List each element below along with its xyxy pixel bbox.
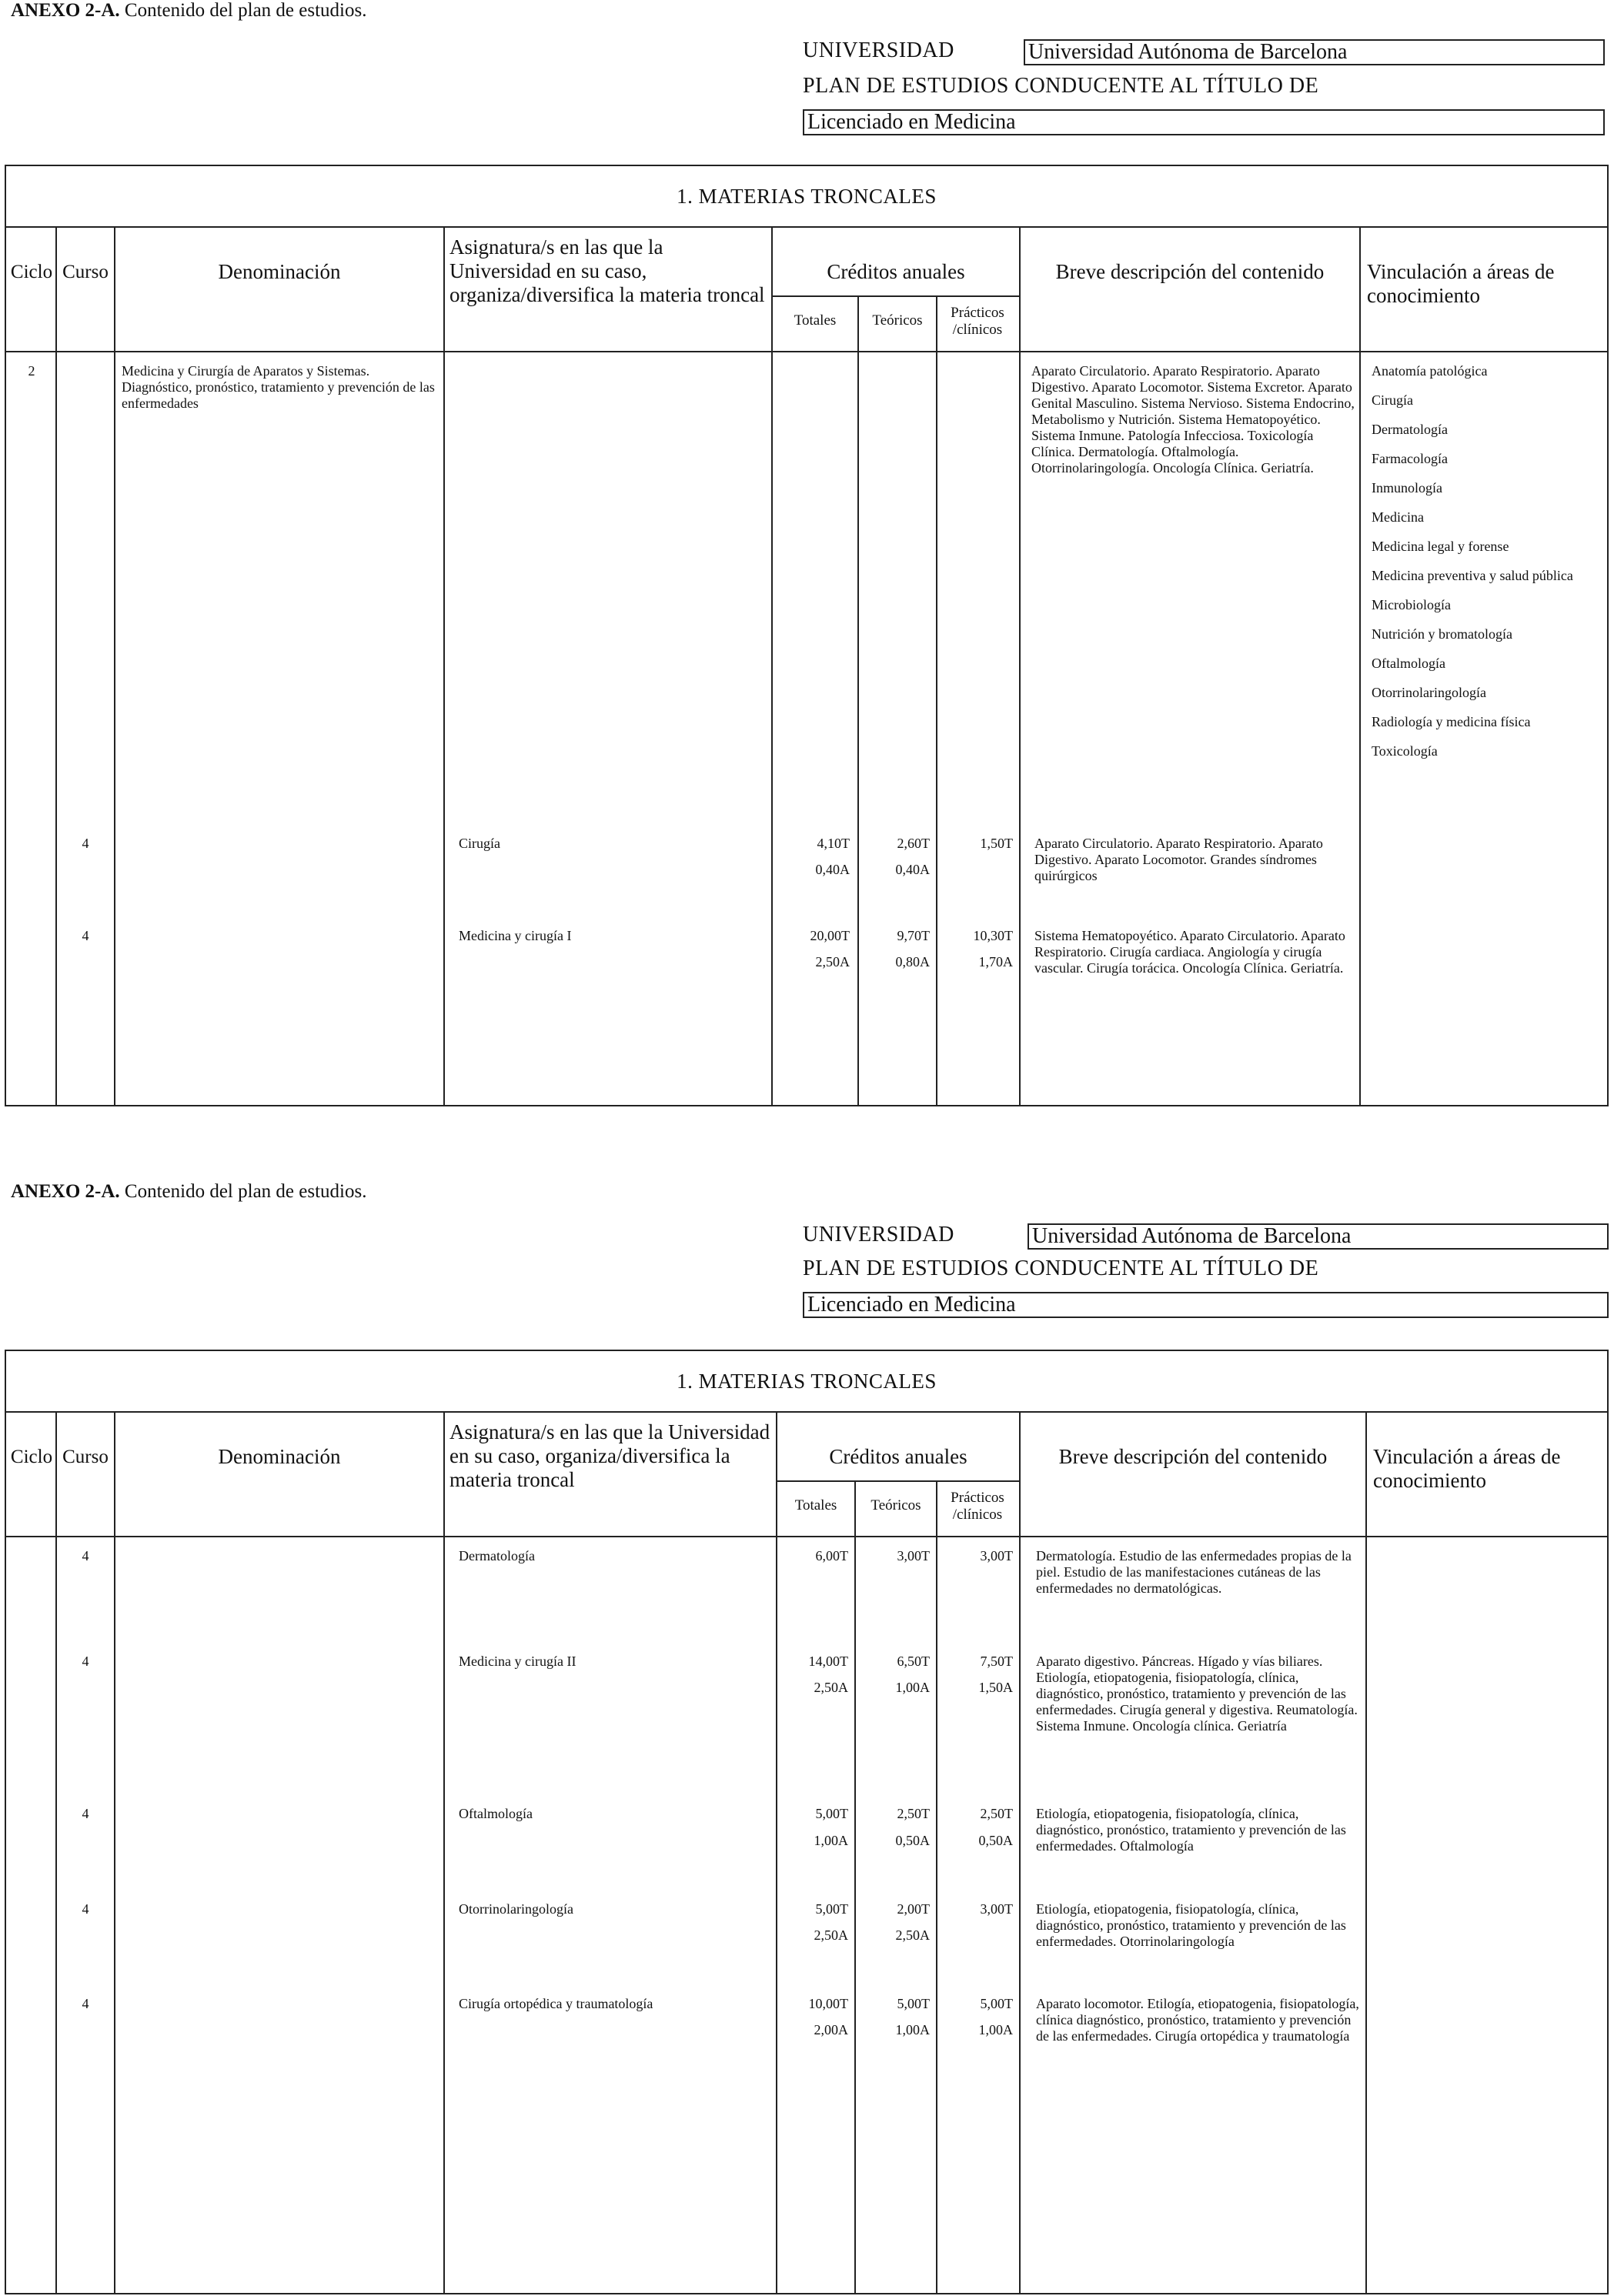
area-item: Nutrición y bromatología <box>1372 626 1512 642</box>
col-descripcion-header: Breve descripción del contenido <box>1058 1445 1328 1468</box>
row-totales-a: 1,00A <box>814 1833 848 1848</box>
row-descripcion: Aparato Circulatorio. Aparato Respiratorio. Aparato Digestivo. Aparato Locomotor. Grandes síndromes quirúrgicos <box>1034 836 1323 883</box>
main-ciclo: 2 <box>28 363 35 379</box>
column-divider <box>443 1411 445 2293</box>
row-descripcion: Dermatología. Estudio de las enfermedades propias de la piel. Estudio de las manifestaciones cutáneas de las enfermedades no dermatológicas. <box>1036 1548 1352 1596</box>
column-divider <box>1019 226 1021 1105</box>
area-item: Oftalmología <box>1372 656 1445 671</box>
col-ciclo-header: Ciclo <box>10 262 53 282</box>
main-descripcion: Aparato Circulatorio. Aparato Respiratorio. Aparato Digestivo. Aparato Locomotor. Sistema Excretor. Aparato Genital Masculino. Sistema Nervioso. Sistema Endocrino, Metabolismo y Nutrición. Sistema Hematopoyético. Sistema Inmune. Patología Infecciosa. Toxicología Clínica. Dermatología. Oftalmología. Otorrinolaringología. Oncología Clínica. Geriatría. <box>1031 363 1355 476</box>
row-totales-a: 0,40A <box>815 862 850 877</box>
row-asignatura: Dermatología <box>459 1548 535 1563</box>
area-item: Inmunología <box>1372 480 1442 496</box>
row-asignatura: Otorrinolaringología <box>459 1901 573 1917</box>
plan-label: PLAN DE ESTUDIOS CONDUCENTE AL TÍTULO DE <box>803 1256 1319 1280</box>
row-totales: 6,00T <box>815 1548 848 1563</box>
row-teoricos-a: 0,80A <box>895 954 930 969</box>
col-creditos-header: Créditos anuales <box>829 1445 967 1468</box>
annex-label: ANEXO 2-A. <box>11 0 120 21</box>
page-2 <box>0 1181 1614 2296</box>
col-practicos-header: Prácticos /clínicos <box>951 305 1004 338</box>
column-divider <box>55 1411 57 2293</box>
universidad-field: Universidad Autónoma de Barcelona <box>1028 1223 1609 1250</box>
row-teoricos: 3,00T <box>897 1548 930 1563</box>
col-creditos-header: Créditos anuales <box>827 260 965 283</box>
area-item: Cirugía <box>1372 392 1413 408</box>
header-bottom-line <box>6 1536 1607 1537</box>
page-1 <box>0 0 1614 1116</box>
column-divider <box>443 226 445 1105</box>
column-divider <box>1365 1411 1367 2293</box>
column-divider <box>854 1480 856 2293</box>
row-curso: 4 <box>82 1654 89 1669</box>
column-divider <box>776 1411 777 2293</box>
row-teoricos-a: 1,00A <box>895 2022 930 2037</box>
col-teoricos-header: Teóricos <box>872 312 923 329</box>
titulo-field: Licenciado en Medicina <box>803 109 1605 135</box>
row-totales: 4,10T <box>817 836 850 851</box>
col-teoricos-header: Teóricos <box>870 1497 921 1513</box>
row-totales-a: 2,50A <box>815 954 850 969</box>
row-totales-a: 2,50A <box>814 1680 848 1695</box>
col-denominacion-header: Denominación <box>218 260 341 283</box>
column-divider <box>55 226 57 1105</box>
annex-heading <box>11 1181 366 1203</box>
row-teoricos: 9,70T <box>897 928 930 943</box>
col-practicos-header: Prácticos /clínicos <box>951 1490 1004 1523</box>
annex-heading <box>11 0 366 22</box>
row-asignatura: Medicina y cirugía II <box>459 1654 576 1669</box>
row-teoricos-a: 2,50A <box>895 1927 930 1943</box>
area-item: Microbiología <box>1372 597 1451 612</box>
row-practicos-a: 1,50A <box>978 1680 1013 1695</box>
row-descripcion: Etiología, etiopatogenia, fisiopatología, clínica, diagnóstico, pronóstico, tratamiento y prevención de las enfermedades. Otorrinolaringología <box>1036 1901 1346 1949</box>
plan-label: PLAN DE ESTUDIOS CONDUCENTE AL TÍTULO DE <box>803 74 1319 98</box>
row-teoricos: 5,00T <box>897 1996 930 2011</box>
universidad-label: UNIVERSIDAD <box>803 1223 954 1246</box>
column-divider <box>857 295 859 1105</box>
column-divider <box>936 1480 937 2293</box>
troncales-table <box>5 1350 1609 2294</box>
column-divider <box>936 295 937 1105</box>
row-asignatura: Cirugía <box>459 836 500 851</box>
row-totales: 5,00T <box>815 1806 848 1821</box>
annex-text: Contenido del plan de estudios. <box>119 0 367 21</box>
col-curso-header: Curso <box>62 1447 109 1467</box>
row-practicos: 3,00T <box>980 1901 1013 1917</box>
row-teoricos: 2,00T <box>897 1901 930 1917</box>
column-divider <box>1359 226 1361 1105</box>
table-title: 1. MATERIAS TRONCALES <box>6 1351 1607 1413</box>
area-item: Otorrinolaringología <box>1372 685 1486 700</box>
troncales-table <box>5 165 1609 1106</box>
area-item: Radiología y medicina física <box>1372 714 1531 729</box>
row-totales: 10,00T <box>808 1996 848 2011</box>
column-divider <box>1019 1411 1021 2293</box>
col-asignatura-header: Asignatura/s en las que la Universidad en su caso, organiza/diversifica la materia troncal <box>449 235 765 306</box>
row-teoricos-a: 0,50A <box>895 1833 930 1848</box>
row-practicos: 3,00T <box>980 1548 1013 1563</box>
row-asignatura: Oftalmología <box>459 1806 533 1821</box>
row-divider <box>776 1480 1019 1482</box>
row-teoricos-a: 0,40A <box>895 862 930 877</box>
universidad-label: UNIVERSIDAD <box>803 38 954 62</box>
row-curso: 4 <box>82 1996 89 2011</box>
main-denominacion: Medicina y Cirurgía de Aparatos y Sistemas. Diagnóstico, pronóstico, tratamiento y prevención de las enfermedades <box>122 363 435 411</box>
area-item: Toxicología <box>1372 743 1438 759</box>
row-practicos-a: 0,50A <box>978 1833 1013 1848</box>
row-teoricos: 2,50T <box>897 1806 930 1821</box>
row-totales: 5,00T <box>815 1901 848 1917</box>
col-ciclo-header: Ciclo <box>10 1447 53 1467</box>
row-curso: 4 <box>82 836 89 851</box>
row-practicos: 1,50T <box>980 836 1013 851</box>
table-title: 1. MATERIAS TRONCALES <box>6 166 1607 228</box>
col-asignatura-header: Asignatura/s en las que la Universidad en su caso, organiza/diversifica la materia troncal <box>449 1420 770 1491</box>
col-vinculacion-header: Vinculación a áreas de conocimiento <box>1373 1445 1561 1492</box>
row-practicos-a: 1,00A <box>978 2022 1013 2037</box>
row-practicos: 2,50T <box>980 1806 1013 1821</box>
area-item: Medicina preventiva y salud pública <box>1372 568 1573 583</box>
area-item: Medicina <box>1372 509 1424 525</box>
area-item: Medicina legal y forense <box>1372 539 1509 554</box>
row-descripcion: Aparato digestivo. Páncreas. Hígado y vías biliares. Etiología, etiopatogenia, fisiopatología, clínica, diagnóstico, pronóstico, tratamiento y prevención de las enfermedades. Cirugía general y digestiva. Reumatología. Sistema Inmune. Oncología clínica. Geriatría <box>1036 1654 1358 1734</box>
col-denominacion-header: Denominación <box>218 1445 341 1468</box>
annex-text: Contenido del plan de estudios. <box>119 1181 367 1202</box>
universidad-field: Universidad Autónoma de Barcelona <box>1024 39 1605 65</box>
area-item: Dermatología <box>1372 422 1448 437</box>
col-totales-header: Totales <box>794 312 837 329</box>
row-curso: 4 <box>82 928 89 943</box>
row-totales-a: 2,00A <box>814 2022 848 2037</box>
annex-label: ANEXO 2-A. <box>11 1181 120 1202</box>
row-descripcion: Sistema Hematopoyético. Aparato Circulatorio. Aparato Respiratorio. Cirugía cardiaca. Angiología y cirugía vascular. Cirugía torácica. Oncología Clínica. Geriatría. <box>1034 928 1345 976</box>
col-curso-header: Curso <box>62 262 109 282</box>
row-curso: 4 <box>82 1806 89 1821</box>
titulo-field: Licenciado en Medicina <box>803 1292 1609 1318</box>
row-totales: 14,00T <box>808 1654 848 1669</box>
column-divider <box>114 226 115 1105</box>
row-practicos: 10,30T <box>973 928 1013 943</box>
row-curso: 4 <box>82 1548 89 1563</box>
column-divider <box>114 1411 115 2293</box>
column-divider <box>771 226 773 1105</box>
row-descripcion: Aparato locomotor. Etilogía, etiopatogenia, fisiopatología, clínica diagnóstico, pronóstico, tratamiento y prevención de las enfermedades. Cirugía ortopédica y traumatología <box>1036 1996 1359 2044</box>
areas-list <box>1372 363 1602 773</box>
row-totales: 20,00T <box>810 928 850 943</box>
row-totales-a: 2,50A <box>814 1927 848 1943</box>
col-totales-header: Totales <box>794 1497 837 1513</box>
row-teoricos: 2,60T <box>897 836 930 851</box>
area-item: Anatomía patológica <box>1372 363 1488 379</box>
header-bottom-line <box>6 351 1607 352</box>
row-practicos-a: 1,70A <box>978 954 1013 969</box>
row-descripcion: Etiología, etiopatogenia, fisiopatología, clínica, diagnóstico, pronóstico, tratamiento y prevención de las enfermedades. Oftalmología <box>1036 1806 1346 1854</box>
row-teoricos: 6,50T <box>897 1654 930 1669</box>
row-asignatura: Cirugía ortopédica y traumatología <box>459 1996 653 2011</box>
row-curso: 4 <box>82 1901 89 1917</box>
row-teoricos-a: 1,00A <box>895 1680 930 1695</box>
row-asignatura: Medicina y cirugía I <box>459 928 572 943</box>
row-practicos: 5,00T <box>980 1996 1013 2011</box>
row-divider <box>771 295 1019 297</box>
area-item: Farmacología <box>1372 451 1448 466</box>
col-vinculacion-header: Vinculación a áreas de conocimiento <box>1367 260 1555 307</box>
col-descripcion-header: Breve descripción del contenido <box>1055 260 1325 283</box>
row-practicos: 7,50T <box>980 1654 1013 1669</box>
